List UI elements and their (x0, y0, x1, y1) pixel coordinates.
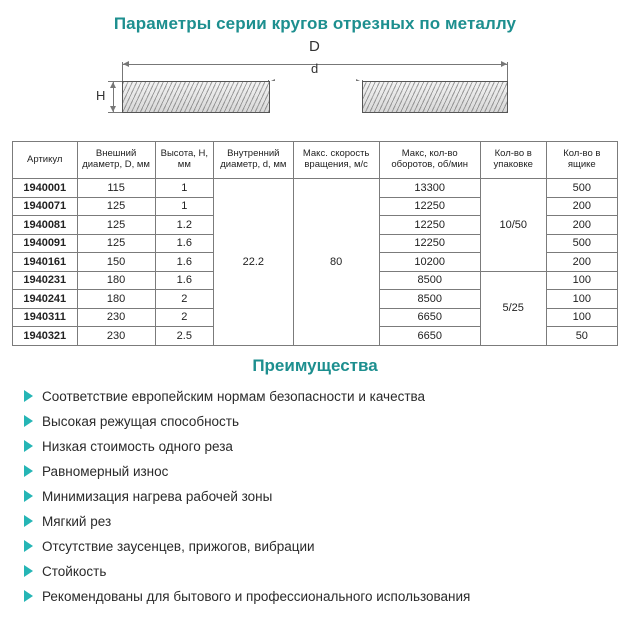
cell-box-qty: 100 (546, 271, 617, 290)
list-item (24, 384, 630, 409)
header-height: Высота, H, мм (155, 142, 213, 179)
cell-box-qty: 200 (546, 216, 617, 235)
cell-max-rpm: 12250 (379, 234, 480, 253)
dimension-label-D: D (309, 38, 320, 55)
page-title: Параметры серии кругов отрезных по металлу (113, 14, 517, 33)
table-header-row (13, 142, 618, 179)
dim-arrow-D-right (501, 61, 507, 67)
cell-pack-qty: 5/25 (480, 271, 546, 345)
cell-box-qty: 200 (546, 197, 617, 216)
cell-outer-diameter: 125 (77, 197, 155, 216)
cell-box-qty: 500 (546, 234, 617, 253)
list-item-label: Высокая режущая способность (42, 413, 240, 429)
list-item (24, 409, 630, 434)
cell-box-qty: 200 (546, 253, 617, 272)
cell-height: 2.5 (155, 327, 213, 346)
list-item-label: Соответствие европейским нормам безопасности и качества (42, 388, 426, 404)
cell-max-rpm: 6650 (379, 327, 480, 346)
cell-max-rpm: 8500 (379, 290, 480, 309)
list-item-label: Рекомендованы для бытового и профессионального использования (42, 588, 471, 604)
cell-outer-diameter: 150 (77, 253, 155, 272)
triangle-bullet-icon (24, 465, 33, 477)
cell-height: 1 (155, 179, 213, 198)
list-item-label: Равномерный износ (42, 463, 169, 479)
list-item (24, 559, 630, 584)
cell-outer-diameter: 125 (77, 216, 155, 235)
cell-max-rpm: 8500 (379, 271, 480, 290)
triangle-bullet-icon (24, 415, 33, 427)
cell-box-qty: 100 (546, 308, 617, 327)
cell-max-rpm: 12250 (379, 197, 480, 216)
cell-height: 1 (155, 197, 213, 216)
dimension-label-H: H (96, 88, 106, 103)
cell-height: 1.6 (155, 234, 213, 253)
header-max-speed: Макс. скорость вращения, м/с (293, 142, 379, 179)
cell-article: 1940311 (13, 308, 78, 327)
cell-box-qty: 100 (546, 290, 617, 309)
wheel-body (122, 81, 508, 113)
list-item (24, 534, 630, 559)
specs-table (12, 141, 618, 346)
list-item (24, 484, 630, 509)
list-item (24, 434, 630, 459)
cell-outer-diameter: 230 (77, 327, 155, 346)
cell-article: 1940241 (13, 290, 78, 309)
cell-height: 1.6 (155, 271, 213, 290)
header-box-qty: Кол-во в ящике (546, 142, 617, 179)
cell-article: 1940321 (13, 327, 78, 346)
list-item-label: Минимизация нагрева рабочей зоны (42, 488, 273, 504)
advantages-title: Преимущества (252, 355, 378, 375)
cell-inner-diameter: 22.2 (213, 179, 293, 346)
advantages-list (24, 384, 630, 609)
list-item (24, 584, 630, 609)
triangle-bullet-icon (24, 540, 33, 552)
cell-outer-diameter: 125 (77, 234, 155, 253)
header-inner-diameter: Внутренний диаметр, d, мм (213, 142, 293, 179)
cell-article: 1940161 (13, 253, 78, 272)
list-item (24, 509, 630, 534)
triangle-bullet-icon (24, 390, 33, 402)
cell-height: 1.6 (155, 253, 213, 272)
cell-outer-diameter: 180 (77, 271, 155, 290)
cell-outer-diameter: 115 (77, 179, 155, 198)
cell-article: 1940081 (13, 216, 78, 235)
cell-max-rpm: 13300 (379, 179, 480, 198)
list-item-label: Стойкость (42, 563, 107, 579)
dim-arrow-H-bottom (110, 106, 116, 112)
cell-height: 2 (155, 308, 213, 327)
wheel-diagram (0, 40, 630, 135)
dim-arrow-D-left (123, 61, 129, 67)
header-max-rpm: Макс, кол-во оборотов, об/мин (379, 142, 480, 179)
cell-pack-qty: 10/50 (480, 179, 546, 272)
cell-outer-diameter: 230 (77, 308, 155, 327)
triangle-bullet-icon (24, 565, 33, 577)
cell-box-qty: 500 (546, 179, 617, 198)
cell-box-qty: 50 (546, 327, 617, 346)
triangle-bullet-icon (24, 490, 33, 502)
triangle-bullet-icon (24, 590, 33, 602)
cell-article: 1940001 (13, 179, 78, 198)
cell-max-rpm: 10200 (379, 253, 480, 272)
cell-article: 1940091 (13, 234, 78, 253)
header-pack-qty: Кол-во в упаковке (480, 142, 546, 179)
header-article: Артикул (13, 142, 78, 179)
cell-height: 1.2 (155, 216, 213, 235)
wheel-center-hole (269, 81, 363, 113)
cell-max-rpm: 12250 (379, 216, 480, 235)
list-item-label: Низкая стоимость одного реза (42, 438, 233, 454)
list-item (24, 459, 630, 484)
dim-arrow-H-top (110, 82, 116, 88)
cell-max-speed: 80 (293, 179, 379, 346)
table-row (13, 179, 618, 198)
cell-outer-diameter: 180 (77, 290, 155, 309)
cell-height: 2 (155, 290, 213, 309)
dimension-label-d: d (311, 61, 319, 76)
list-item-label: Отсутствие заусенцев, прижогов, вибрации (42, 538, 315, 554)
cell-article: 1940071 (13, 197, 78, 216)
triangle-bullet-icon (24, 440, 33, 452)
cell-max-rpm: 6650 (379, 308, 480, 327)
cell-article: 1940231 (13, 271, 78, 290)
header-outer-diameter: Внешний диаметр, D, мм (77, 142, 155, 179)
list-item-label: Мягкий рез (42, 513, 112, 529)
triangle-bullet-icon (24, 515, 33, 527)
